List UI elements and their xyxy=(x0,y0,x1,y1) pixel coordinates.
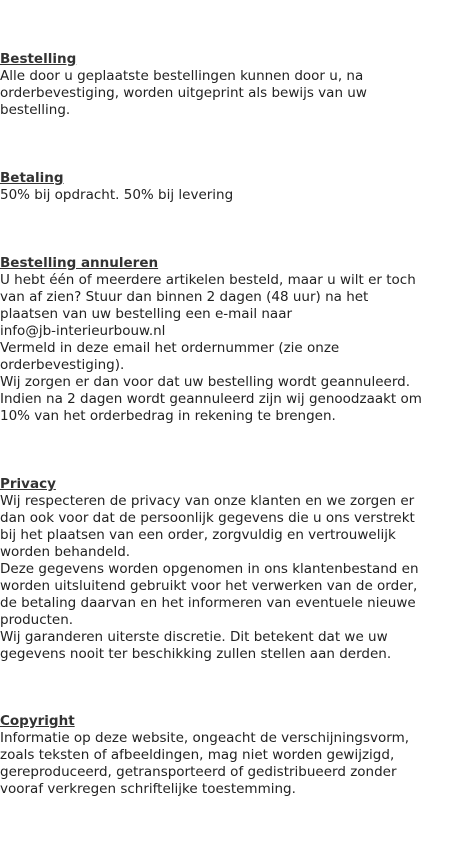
paragraph-line: bij het plaatsen van een order, zorgvuldig en vertrouwelijk xyxy=(0,527,396,543)
section-copyright xyxy=(0,713,448,798)
paragraph-line: worden uitsluitend gebruikt voor het verwerken van de order, xyxy=(0,578,418,594)
paragraph-line: zoals teksten of afbeeldingen, mag niet worden gewijzigd, xyxy=(0,747,395,763)
section-heading: Bestelling annuleren xyxy=(0,255,159,271)
paragraph-line: orderbevestiging, worden uitgeprint als bewijs van uw xyxy=(0,85,367,101)
section-heading: Copyright xyxy=(0,713,75,729)
paragraph-line: worden behandeld. xyxy=(0,544,131,560)
paragraph-line: Wij garanderen uiterste discretie. Dit betekent dat we uw xyxy=(0,629,388,645)
paragraph-line: Vermeld in deze email het ordernummer (zie onze xyxy=(0,340,340,356)
paragraph-line: Indien na 2 dagen wordt geannuleerd zijn wij genoodzaakt om xyxy=(0,391,422,407)
paragraph-line: U hebt één of meerdere artikelen besteld, maar u wilt er toch xyxy=(0,272,416,288)
section-bestelling xyxy=(0,51,448,119)
paragraph-line: 50% bij opdracht. 50% bij levering xyxy=(0,187,234,203)
paragraph-line: Informatie op deze website, ongeacht de verschijningsvorm, xyxy=(0,730,410,746)
section-betaling xyxy=(0,170,448,204)
paragraph-line: dan ook voor dat de persoonlijk gegevens die u ons verstrekt xyxy=(0,510,415,526)
paragraph-line: orderbevestiging). xyxy=(0,357,125,373)
paragraph-line: gereproduceerd, getransporteerd of gedistribueerd zonder xyxy=(0,764,397,780)
paragraph-line: bestelling. xyxy=(0,102,71,118)
paragraph-line: gegevens nooit ter beschikking zullen stellen aan derden. xyxy=(0,646,392,662)
section-heading: Privacy xyxy=(0,476,56,492)
paragraph-line: de betaling daarvan en het informeren van eventuele nieuwe xyxy=(0,595,416,611)
section-bestelling-annuleren xyxy=(0,255,448,425)
paragraph-line: Wij zorgen er dan voor dat uw bestelling wordt geannuleerd. xyxy=(0,374,411,390)
section-heading: Betaling xyxy=(0,170,64,186)
paragraph-line: plaatsen van uw bestelling een e-mail naar xyxy=(0,306,293,322)
paragraph-line: producten. xyxy=(0,612,74,628)
paragraph-line: vooraf verkregen schriftelijke toestemming. xyxy=(0,781,296,797)
paragraph-line: Deze gegevens worden opgenomen in ons klantenbestand en xyxy=(0,561,419,577)
paragraph-line: van af zien? Stuur dan binnen 2 dagen (48 uur) na het xyxy=(0,289,369,305)
paragraph-line: Alle door u geplaatste bestellingen kunnen door u, na xyxy=(0,68,364,84)
email-address-line: info@jb-interieurbouw.nl xyxy=(0,323,166,339)
section-heading: Bestelling xyxy=(0,51,77,67)
paragraph-line: 10% van het orderbedrag in rekening te brengen. xyxy=(0,408,336,424)
section-privacy xyxy=(0,476,448,663)
paragraph-line: Wij respecteren de privacy van onze klanten en we zorgen er xyxy=(0,493,415,509)
